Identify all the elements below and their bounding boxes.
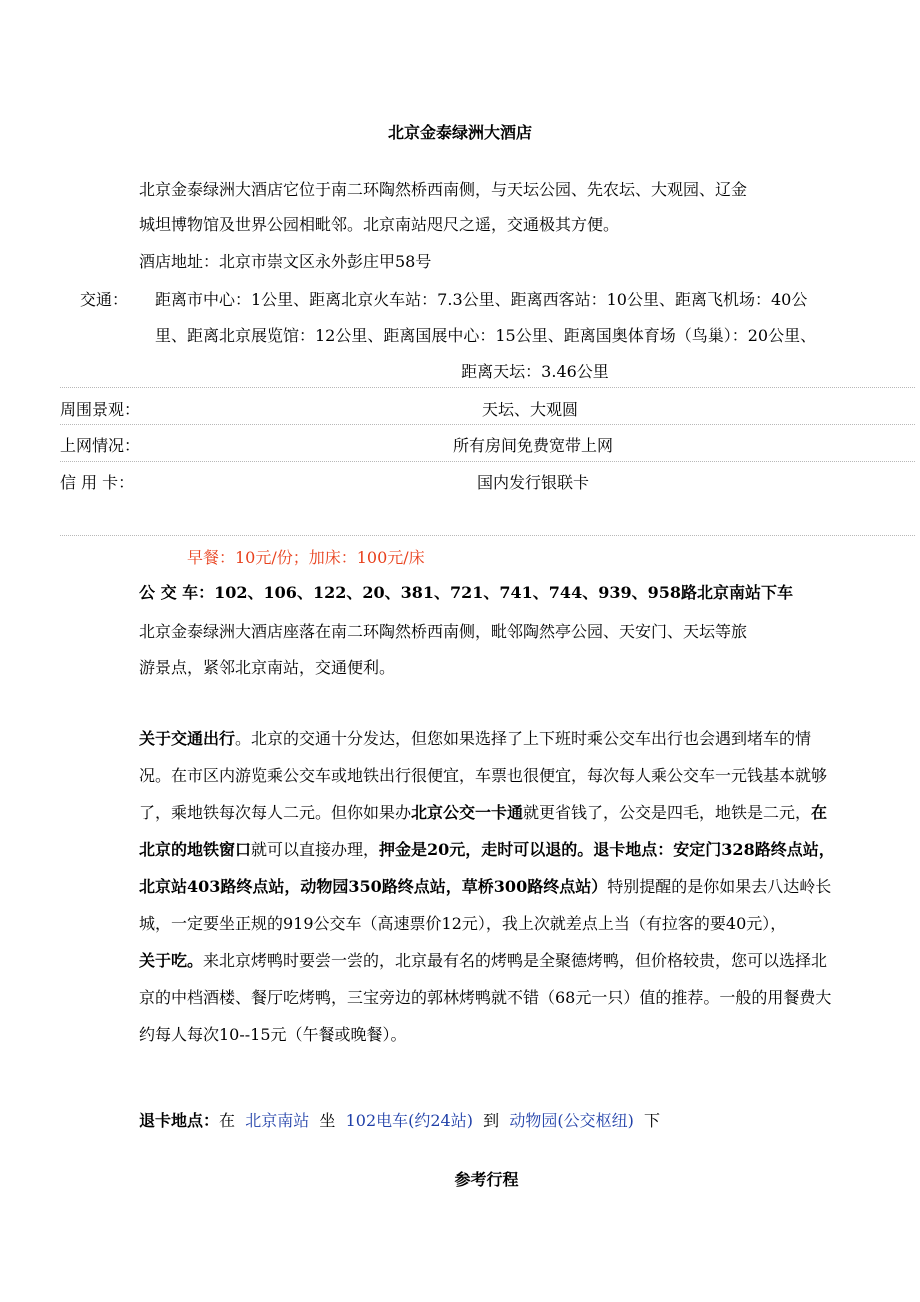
- table-row-value: 国内发行银联卡: [476, 473, 589, 492]
- traffic-text: 特别提醒的是你如果去八达岭长城，一定要坐正规的919公交车（高速票价12元），我上次就差点上当（有拉客的要40元），: [139, 877, 832, 933]
- traffic-text: 就更省钱了，公交是四毛，地铁是二元，: [523, 803, 812, 822]
- hotel-address: 酒店地址：北京市崇文区永外彭庄甲58号: [139, 252, 432, 271]
- station-link[interactable]: 北京南站: [245, 1111, 310, 1130]
- desc-line-1: 北京金泰绿洲大酒店座落在南二环陶然桥西南侧，毗邻陶然亭公园、天安门、天坛等旅: [139, 622, 748, 641]
- divider: [60, 424, 915, 425]
- transport-line-1: 距离市中心：1公里、距离北京火车站：7.3公里、距离西客站：10公里、距离飞机场：40公: [155, 290, 808, 309]
- card-office: 在北京的地铁窗口: [139, 803, 828, 859]
- table-row-value: 所有房间免费宽带上网: [452, 436, 613, 455]
- table-row-label: 信 用 卡：: [60, 473, 135, 492]
- page-title: 北京金泰绿洲大酒店: [387, 123, 532, 142]
- refund-route: [139, 1108, 660, 1131]
- bus-link[interactable]: 102电车(约24站): [345, 1111, 473, 1130]
- food-text: 来北京烤鸭时要尝一尝的，北京最有名的烤鸭是全聚德烤鸭，但价格较贵，您可以选择北京的中档酒楼、餐厅吃烤鸭，三宝旁边的郭林烤鸭就不错（68元一只）值的推荐。一般的用餐费大约每人每次10--15元（午餐或晚餐）。: [139, 951, 832, 1044]
- card-deposit: 押金是20元，走时可以退的。退卡地点：安定门328路终点站，北京站403路终点站，动物园350路终点站，草桥300路终点站）: [139, 840, 835, 896]
- desc-line-2: 游景点，紧邻北京南站，交通便利。: [139, 658, 396, 677]
- bus-lines: 公 交 车：102、106、122、20、381、721、741、744、939、958路北京南站下车: [139, 583, 793, 602]
- route-word: 到: [483, 1111, 500, 1130]
- transport-line-2: 里、距离北京展览馆：12公里、距离国展中心：15公里、距离国奥体育场（鸟巢）：20公里、: [155, 326, 817, 345]
- route-word: 在: [219, 1111, 236, 1130]
- table-row-value: 天坛、大观圆: [481, 400, 578, 419]
- traffic-text: 。北京的交通十分发达，但您如果选择了上下班时乘公交车出行也会遇到堵车的情况。在市区内游览乘公交车或地铁出行很便宜，车票也很便宜，每次每人乘公交车一元钱基本就够了，乘地铁每次每人二元。但你如果办: [139, 729, 828, 822]
- traffic-paragraph: [139, 720, 839, 1053]
- route-word: 下: [644, 1111, 661, 1130]
- card-name: 北京公交一卡通: [411, 803, 524, 822]
- itinerary-heading: 参考行程: [454, 1170, 519, 1189]
- destination-link[interactable]: 动物园(公交枢纽): [509, 1111, 634, 1130]
- intro-line-1: 北京金泰绿洲大酒店它位于南二环陶然桥西南侧，与天坛公园、先农坛、大观园、辽金: [139, 180, 748, 199]
- traffic-text: 就可以直接办理，: [251, 840, 380, 859]
- intro-line-2: 城坦博物馆及世界公园相毗邻。北京南站咫尺之遥，交通极其方便。: [139, 215, 620, 234]
- route-word: 坐: [319, 1111, 336, 1130]
- table-row-label: 周围景观：: [60, 400, 141, 419]
- divider: [60, 461, 915, 462]
- traffic-heading: 关于交通出行: [139, 729, 236, 748]
- table-row-label: 上网情况：: [60, 436, 141, 455]
- food-heading: 关于吃。: [139, 951, 204, 970]
- transport-label: 交通：: [80, 290, 129, 309]
- breakfast-price: 早餐：10元/份；加床：100元/床: [187, 548, 425, 567]
- divider: [60, 535, 915, 536]
- transport-line-3: 距离天坛：3.46公里: [461, 362, 609, 381]
- divider: [60, 387, 915, 388]
- refund-label: 退卡地点：: [139, 1111, 220, 1130]
